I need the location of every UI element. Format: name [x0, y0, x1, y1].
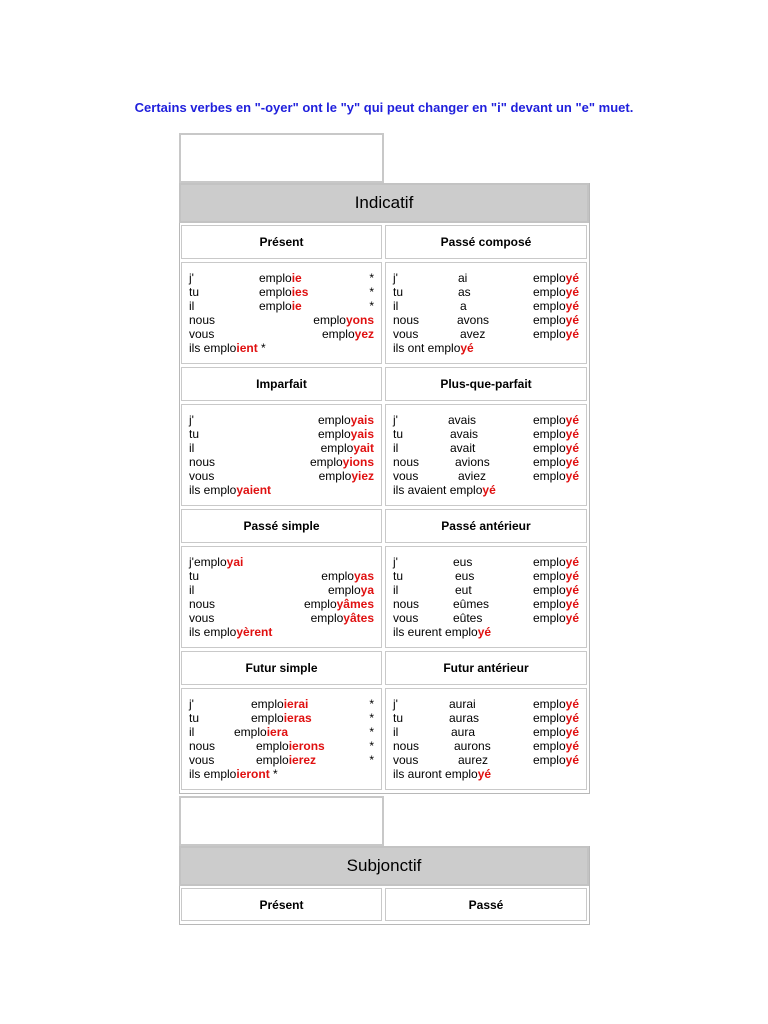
stem: emplo — [317, 413, 351, 427]
verb-form — [234, 725, 288, 739]
pronoun: il — [189, 299, 195, 313]
star: * — [257, 341, 266, 355]
pronoun: tu — [393, 285, 404, 299]
ending: ie — [291, 271, 302, 285]
pronoun: vous — [393, 469, 419, 483]
star: * — [369, 739, 374, 753]
stem: emplo — [309, 455, 343, 469]
verb-form — [310, 455, 374, 469]
ending: yé — [565, 469, 579, 483]
stem: emplo — [532, 711, 566, 725]
stem: emplo — [532, 413, 566, 427]
ending: yèrent — [236, 625, 273, 639]
tense-passe-compose: Passé composé — [385, 225, 587, 259]
ending: yé — [565, 583, 579, 597]
pronoun: nous — [393, 597, 420, 611]
conjugation-row — [189, 583, 374, 597]
stem: emplo — [532, 597, 566, 611]
pronoun: nous — [189, 597, 216, 611]
stem: emplo — [313, 313, 346, 327]
conjugation-row — [189, 285, 374, 299]
participle — [533, 441, 579, 455]
ending: yas — [353, 569, 374, 583]
conjugation-row — [393, 753, 579, 767]
stem: emplo — [532, 569, 566, 583]
pronoun: j' — [393, 697, 398, 711]
ending: yé — [460, 341, 474, 355]
conjugation-futur-anterieur — [385, 688, 587, 790]
star: * — [369, 271, 374, 285]
auxiliary: avons — [457, 313, 490, 327]
ending: yé — [565, 299, 579, 313]
ending: yé — [565, 753, 579, 767]
conjugation-row — [189, 341, 374, 355]
auxiliary: aurez — [458, 753, 489, 767]
stem: emplo — [303, 597, 337, 611]
conjugation-row — [189, 753, 374, 767]
conjugation-row — [393, 413, 579, 427]
pronoun: j' — [393, 413, 398, 427]
ending: ient — [236, 341, 258, 355]
pronoun: tu — [393, 711, 404, 725]
auxiliary: aurons — [454, 739, 491, 753]
pronoun: j' — [189, 413, 194, 427]
pronoun: vous — [393, 753, 419, 767]
pronoun: j' — [393, 271, 398, 285]
ending: yé — [565, 739, 579, 753]
star: * — [369, 753, 374, 767]
ending: yé — [565, 569, 579, 583]
conjugation-row — [393, 455, 579, 469]
pronoun: vous — [189, 753, 215, 767]
verb-form — [259, 299, 302, 313]
pronoun: il — [189, 441, 195, 455]
indicatif-header: Indicatif — [179, 183, 589, 223]
stem: emplo — [532, 725, 566, 739]
tense-imparfait: Imparfait — [181, 367, 382, 401]
last-prefix: ils eurent emplo — [393, 625, 478, 639]
stem: emplo — [251, 711, 284, 725]
stem: emplo — [532, 285, 566, 299]
ending: ierai — [283, 697, 309, 711]
pronoun: vous — [393, 327, 419, 341]
auxiliary: avais — [448, 413, 477, 427]
ending: yaient — [236, 483, 272, 497]
stem: emplo — [256, 739, 289, 753]
stem: emplo — [532, 441, 566, 455]
star: * — [369, 711, 374, 725]
conjugation-present — [181, 262, 382, 364]
ending: yé — [477, 767, 492, 781]
auxiliary: ai — [458, 271, 468, 285]
stem: emplo — [317, 427, 351, 441]
ending: yé — [565, 555, 579, 569]
blank-cell-top — [179, 133, 384, 183]
conjugation-row — [393, 625, 579, 639]
ending: yais — [350, 427, 374, 441]
verb-form — [259, 285, 308, 299]
star: * — [369, 725, 374, 739]
conjugation-row — [393, 569, 579, 583]
ending: ies — [291, 285, 309, 299]
verb-form — [311, 611, 374, 625]
participle — [533, 427, 579, 441]
conjugation-row — [393, 285, 579, 299]
pronoun: nous — [393, 455, 420, 469]
last-prefix: ils emplo — [189, 625, 237, 639]
ending: yé — [565, 455, 579, 469]
conjugation-futur-simple — [181, 688, 382, 790]
conjugation-row — [189, 271, 374, 285]
ending: yé — [565, 711, 579, 725]
stem: emplo — [532, 455, 566, 469]
tense-passe-anterieur: Passé antérieur — [385, 509, 587, 543]
conjugation-row — [189, 299, 374, 313]
ending: yé — [565, 313, 579, 327]
stem: emplo — [532, 299, 566, 313]
conjugation-passe-compose — [385, 262, 587, 364]
star: * — [369, 285, 374, 299]
participle — [533, 569, 579, 583]
participle — [533, 753, 579, 767]
conjugation-row — [393, 483, 579, 497]
conjugation-row — [189, 555, 374, 569]
verb-form — [256, 753, 316, 767]
verb-form — [322, 327, 374, 341]
participle — [533, 271, 579, 285]
pronoun: j' — [189, 697, 194, 711]
conjugation-row — [189, 455, 374, 469]
conjugation-row — [393, 611, 579, 625]
conjugation-passe-simple — [181, 546, 382, 648]
conjugation-row — [189, 739, 374, 753]
stem: emplo — [251, 697, 284, 711]
stem: emplo — [532, 327, 566, 341]
verb-form — [321, 441, 374, 455]
participle — [533, 583, 579, 597]
pronoun: tu — [189, 427, 200, 441]
last-prefix: ils ont emplo — [393, 341, 461, 355]
blank-cell-middle — [179, 796, 384, 846]
ending: iera — [266, 725, 289, 739]
auxiliary: avais — [450, 427, 479, 441]
stem: emplo — [259, 285, 292, 299]
ending: yiez — [351, 469, 374, 483]
conjugation-imparfait — [181, 404, 382, 506]
last-prefix: ils auront emplo — [393, 767, 478, 781]
pronoun: j' — [189, 271, 194, 285]
ending: ya — [360, 583, 374, 597]
auxiliary: eus — [453, 555, 473, 569]
first-prefix: j'emplo — [189, 555, 227, 569]
ending: yé — [477, 625, 492, 639]
ending: yai — [226, 555, 244, 569]
stem: emplo — [532, 313, 566, 327]
stem: emplo — [256, 753, 289, 767]
ending: ie — [291, 299, 302, 313]
conjugation-row — [393, 313, 579, 327]
tense-plus-que-parfait: Plus-que-parfait — [385, 367, 587, 401]
participle — [533, 725, 579, 739]
ending: ieras — [283, 711, 312, 725]
verb-form — [251, 711, 312, 725]
subjonctif-header: Subjonctif — [179, 846, 589, 886]
stem: emplo — [532, 611, 566, 625]
ending: yâtes — [343, 611, 374, 625]
pronoun: tu — [393, 569, 404, 583]
tense-passe-simple: Passé simple — [181, 509, 382, 543]
pronoun: il — [189, 725, 195, 739]
ending: ierons — [288, 739, 325, 753]
participle — [533, 597, 579, 611]
pronoun: j' — [393, 555, 398, 569]
participle — [533, 697, 579, 711]
pronoun: il — [189, 583, 195, 597]
participle — [533, 469, 579, 483]
conjugation-row — [393, 555, 579, 569]
stem: emplo — [532, 697, 566, 711]
last-prefix: ils emplo — [189, 767, 237, 781]
verb-form — [318, 413, 374, 427]
auxiliary: avez — [460, 327, 486, 341]
auxiliary: as — [458, 285, 471, 299]
conjugation-row — [393, 697, 579, 711]
verb-form — [318, 427, 374, 441]
auxiliary: aviez — [458, 469, 487, 483]
ending: yions — [342, 455, 374, 469]
ending: ieront — [236, 767, 270, 781]
conjugation-row — [189, 625, 374, 639]
pronoun: nous — [189, 313, 216, 327]
stem: emplo — [318, 469, 352, 483]
auxiliary: eus — [455, 569, 475, 583]
auxiliary: eut — [455, 583, 472, 597]
pronoun: il — [393, 583, 399, 597]
stem: emplo — [532, 739, 566, 753]
verb-form — [321, 569, 374, 583]
pronoun: il — [393, 299, 399, 313]
ending: yé — [565, 441, 579, 455]
pronoun: il — [393, 441, 399, 455]
auxiliary: aurai — [449, 697, 476, 711]
tense-subjonctif-present: Présent — [181, 888, 382, 921]
conjugation-row — [393, 597, 579, 611]
stem: emplo — [532, 583, 566, 597]
pronoun: nous — [189, 455, 216, 469]
participle — [533, 327, 579, 341]
conjugation-row — [189, 413, 374, 427]
participle — [533, 611, 579, 625]
stem: emplo — [321, 569, 354, 583]
participle — [533, 555, 579, 569]
ending: yé — [565, 427, 579, 441]
verb-form — [328, 583, 374, 597]
auxiliary: eûmes — [453, 597, 490, 611]
stem: emplo — [532, 753, 566, 767]
auxiliary: a — [460, 299, 467, 313]
pronoun: nous — [393, 739, 420, 753]
conjugation-row — [393, 441, 579, 455]
pronoun: nous — [189, 739, 216, 753]
participle — [533, 285, 579, 299]
ending: yé — [565, 697, 579, 711]
tense-subjonctif-passe: Passé — [385, 888, 587, 921]
conjugation-row — [393, 583, 579, 597]
ending: yé — [565, 271, 579, 285]
conjugation-row — [189, 427, 374, 441]
pronoun: il — [393, 725, 399, 739]
conjugation-row — [393, 299, 579, 313]
auxiliary: avions — [455, 455, 490, 469]
ending: yé — [565, 725, 579, 739]
stem: emplo — [532, 271, 566, 285]
auxiliary: eûtes — [453, 611, 483, 625]
conjugation-row — [189, 327, 374, 341]
pronoun: tu — [393, 427, 404, 441]
conjugation-row — [189, 569, 374, 583]
stem: emplo — [532, 427, 566, 441]
pronoun: tu — [189, 569, 200, 583]
pronoun: vous — [393, 611, 419, 625]
verb-form — [319, 469, 374, 483]
conjugation-row — [189, 313, 374, 327]
pronoun: tu — [189, 285, 200, 299]
intro-text: Certains verbes en "-oyer" ont le "y" qui peut changer en "i" devant un "e" muet. — [134, 100, 634, 115]
verb-form — [256, 739, 325, 753]
ending: yé — [565, 413, 579, 427]
last-prefix: ils emplo — [189, 483, 237, 497]
ending: yé — [482, 483, 496, 497]
tense-futur-simple: Futur simple — [181, 651, 382, 685]
stem: emplo — [532, 469, 566, 483]
participle — [533, 313, 579, 327]
conjugation-row — [189, 697, 374, 711]
conjugation-row — [189, 469, 374, 483]
pronoun: vous — [189, 611, 215, 625]
ending: yé — [565, 285, 579, 299]
ending: yé — [565, 611, 579, 625]
verb-form — [313, 313, 374, 327]
conjugation-row — [393, 341, 579, 355]
stem: emplo — [532, 555, 566, 569]
last-prefix: ils avaient emplo — [393, 483, 483, 497]
stem: emplo — [234, 725, 267, 739]
stem: emplo — [310, 611, 344, 625]
participle — [533, 413, 579, 427]
ending: yons — [345, 313, 374, 327]
conjugation-row — [393, 469, 579, 483]
tense-present: Présent — [181, 225, 382, 259]
participle — [533, 299, 579, 313]
stem: emplo — [321, 327, 355, 341]
verb-form — [259, 271, 302, 285]
conjugation-row — [189, 711, 374, 725]
stem: emplo — [259, 299, 292, 313]
auxiliary: aura — [451, 725, 476, 739]
auxiliary: auras — [449, 711, 480, 725]
conjugation-passe-anterieur — [385, 546, 587, 648]
stem: emplo — [320, 441, 354, 455]
pronoun: vous — [189, 327, 215, 341]
ending: yait — [353, 441, 374, 455]
conjugation-row — [393, 767, 579, 781]
verb-form — [304, 597, 374, 611]
conjugation-row — [189, 611, 374, 625]
star: * — [269, 767, 278, 781]
participle — [533, 711, 579, 725]
conjugation-row — [189, 483, 374, 497]
star: * — [369, 697, 374, 711]
conjugation-row — [189, 767, 374, 781]
stem: emplo — [259, 271, 292, 285]
ending: yez — [354, 327, 374, 341]
conjugation-row — [393, 725, 579, 739]
conjugation-row — [189, 597, 374, 611]
participle — [533, 739, 579, 753]
conjugation-row — [393, 271, 579, 285]
pronoun: vous — [189, 469, 215, 483]
ending: yais — [350, 413, 374, 427]
ending: yé — [565, 597, 579, 611]
ending: yâmes — [336, 597, 374, 611]
participle — [533, 455, 579, 469]
pronoun: tu — [189, 711, 200, 725]
verb-form — [251, 697, 308, 711]
ending: yé — [565, 327, 579, 341]
conjugation-row — [393, 427, 579, 441]
star: * — [369, 299, 374, 313]
ending: ierez — [288, 753, 317, 767]
conjugation-plus-que-parfait — [385, 404, 587, 506]
tense-futur-anterieur: Futur antérieur — [385, 651, 587, 685]
conjugation-row — [393, 739, 579, 753]
conjugation-row — [393, 327, 579, 341]
pronoun: nous — [393, 313, 420, 327]
conjugation-row — [189, 441, 374, 455]
auxiliary: avait — [450, 441, 476, 455]
conjugation-row — [393, 711, 579, 725]
last-prefix: ils emplo — [189, 341, 237, 355]
stem: emplo — [327, 583, 361, 597]
conjugation-row — [189, 725, 374, 739]
